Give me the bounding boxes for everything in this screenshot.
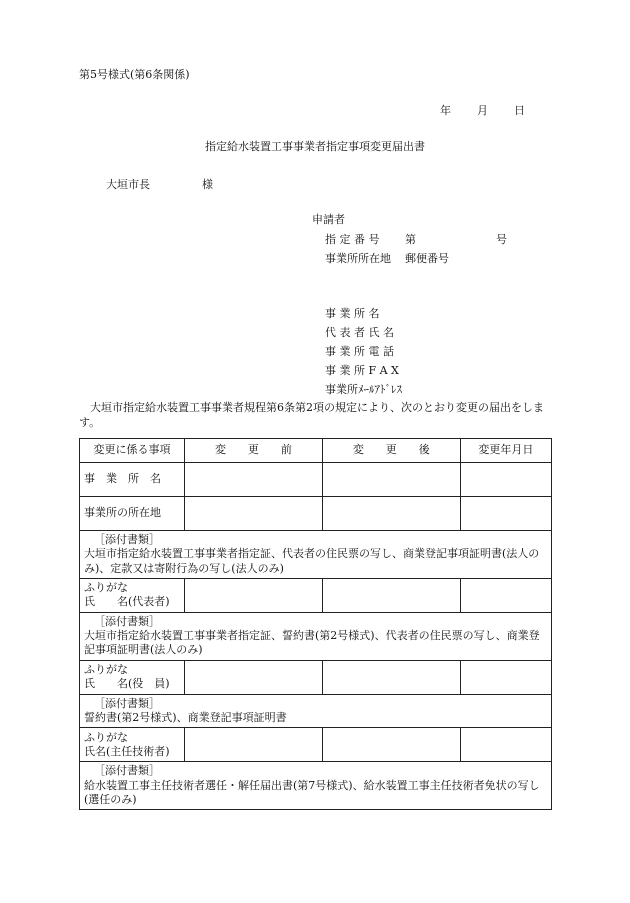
addressee-honorific: 様 (202, 178, 213, 191)
office-name-cell: 事 業 所 名 (80, 463, 185, 497)
month-label: 月 (477, 104, 488, 117)
table-row (80, 728, 552, 762)
addressee (106, 178, 213, 193)
spacer (325, 271, 507, 307)
date-cell[interactable] (460, 728, 551, 762)
attach-row (80, 531, 552, 579)
form-number: 第5号様式(第6条関係) (79, 68, 190, 81)
table-row (80, 463, 552, 497)
attachments-1-head: ［添付書類］ (94, 533, 160, 546)
header-after: 変 更 後 (322, 439, 460, 463)
attachments-2 (80, 612, 552, 660)
attachments-4-body: 給水装置工事主任技術者選任・解任届出書(第7号様式)、給水装置工事主任技術者免状の写し(選任のみ) (84, 778, 540, 806)
email-label: 事業所ﾒｰﾙｱﾄﾞﾚｽ (325, 383, 402, 396)
location-row (325, 252, 507, 271)
rep-furigana: ふりがな (84, 581, 128, 595)
year-label: 年 (440, 104, 451, 117)
date-cell[interactable] (460, 660, 551, 694)
phone-label: 事 業 所 電 話 (325, 345, 394, 358)
before-cell[interactable] (185, 578, 323, 612)
office-location-cell: 事業所の所在地 (80, 497, 185, 531)
email-row (325, 383, 507, 402)
attach-row (80, 694, 552, 728)
header-date: 変更年月日 (460, 439, 551, 463)
table-row (80, 660, 552, 694)
after-cell[interactable] (322, 497, 460, 531)
header-item: 変更に係る事項 (80, 439, 185, 463)
after-cell[interactable] (322, 728, 460, 762)
designation-prefix: 第 (405, 233, 416, 246)
applicant-fields (325, 233, 507, 402)
date-cell[interactable] (460, 463, 551, 497)
rep-name-cell (80, 578, 185, 612)
attachments-3 (80, 694, 552, 728)
document-title: 指定給水装置工事事業者指定事項変更届出書 (205, 140, 425, 153)
header-row (80, 439, 552, 463)
intro-text: 大垣市指定給水装置工事事業者規程第6条第2項の規定により、次のとおり変更の届出をします。 (79, 401, 544, 429)
office-name-row (325, 307, 507, 326)
applicant-heading: 申請者 (312, 213, 345, 226)
attachments-1 (80, 531, 552, 579)
rep-name-label: 代 表 者 氏 名 (325, 326, 394, 339)
attachments-2-body: 大垣市指定給水装置工事事業者指定証、誓約書(第2号様式)、代表者の住民票の写し、商業登記事項証明書(法人のみ) (84, 629, 540, 657)
postal-label: 郵便番号 (405, 252, 449, 265)
before-cell[interactable] (185, 728, 323, 762)
day-label: 日 (514, 104, 525, 117)
after-cell[interactable] (322, 660, 460, 694)
table-row (80, 497, 552, 531)
attachments-1-body: 大垣市指定給水装置工事事業者指定証、代表者の住民票の写し、商業登記事項証明書(法人のみ)、定款又は寄附行為の写し(法人のみ) (84, 547, 540, 575)
officer-furigana: ふりがな (84, 662, 128, 676)
attachments-4 (80, 762, 552, 810)
designation-row (325, 233, 507, 252)
engineer-name: 氏名(主任技術者) (84, 744, 170, 758)
after-cell[interactable] (322, 463, 460, 497)
table-row (80, 578, 552, 612)
before-cell[interactable] (185, 660, 323, 694)
attach-row (80, 612, 552, 660)
attach-row (80, 762, 552, 810)
rep-name: 氏 名(代表者) (84, 595, 170, 609)
officer-name-cell (80, 660, 185, 694)
location-label: 事業所所在地 (325, 252, 391, 265)
designation-label: 指 定 番 号 (325, 233, 380, 246)
header-before: 変 更 前 (185, 439, 323, 463)
date-cell[interactable] (460, 497, 551, 531)
rep-name-row (325, 326, 507, 345)
date-line (440, 104, 525, 119)
before-cell[interactable] (185, 497, 323, 531)
designation-suffix: 号 (496, 233, 507, 246)
change-table (79, 438, 552, 810)
fax-label: 事 業 所 F A X (325, 364, 399, 377)
engineer-furigana: ふりがな (84, 730, 128, 744)
office-name-label: 事 業 所 名 (325, 307, 380, 320)
attachments-4-head: ［添付書類］ (94, 764, 160, 778)
attachments-2-head: ［添付書類］ (94, 614, 160, 628)
attachments-3-head: ［添付書類］ (94, 696, 160, 710)
attachments-3-body: 誓約書(第2号様式)、商業登記事項証明書 (84, 711, 287, 725)
phone-row (325, 345, 507, 364)
after-cell[interactable] (322, 578, 460, 612)
officer-name: 氏 名(役 員) (84, 677, 170, 691)
addressee-name: 大垣市長 (106, 178, 150, 191)
date-cell[interactable] (460, 578, 551, 612)
fax-row (325, 364, 507, 383)
engineer-name-cell (80, 728, 185, 762)
before-cell[interactable] (185, 463, 323, 497)
